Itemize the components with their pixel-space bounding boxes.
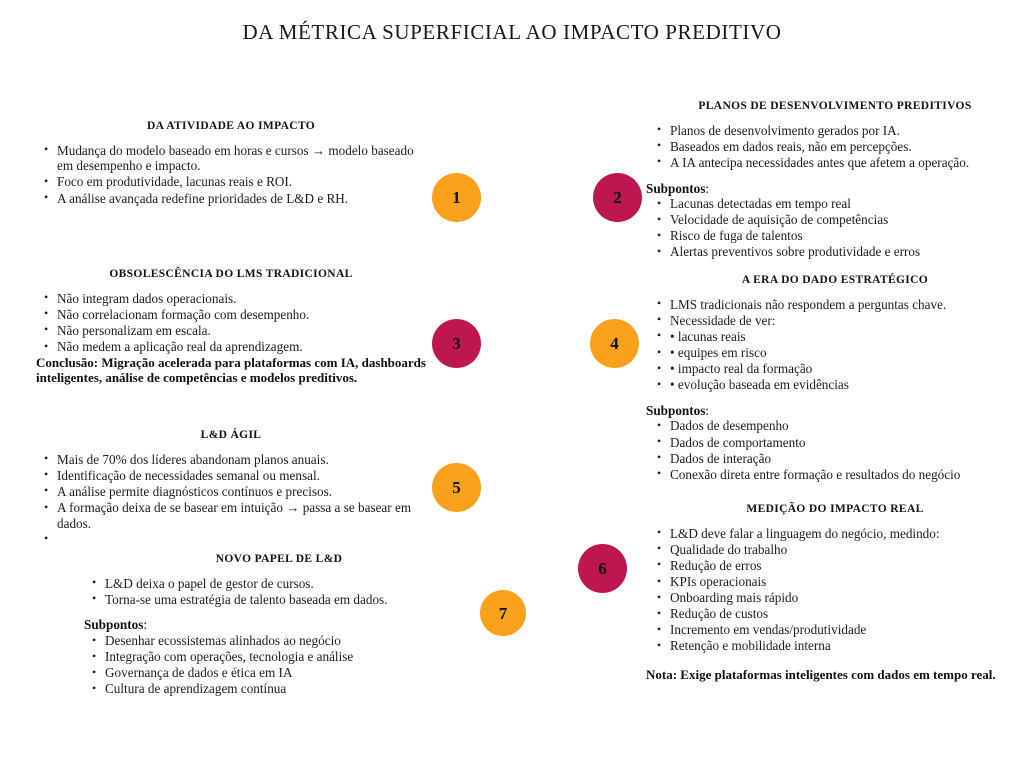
list-item: • Redução de erros [646, 558, 1024, 574]
section-block-2 [646, 100, 1024, 261]
list-item: • Não personalizam em escala. [36, 323, 426, 339]
list-item: • Redução de custos [646, 606, 1024, 622]
list-item: • Planos de desenvolvimento gerados por IA. [646, 123, 1024, 139]
subpoints-label-bold: Subpontos [646, 180, 706, 196]
subpoints-label-colon: : [705, 402, 710, 418]
list-item: • Qualidade do trabalho [646, 542, 1024, 558]
list-item: • Conexão direta entre formação e resultados do negócio [646, 467, 1024, 483]
section-bullet-list [646, 123, 1024, 171]
list-item: • A IA antecipa necessidades antes que afetem a operação. [646, 155, 1024, 171]
subpoints-label-bold: Subpontos [646, 402, 706, 418]
section-bullet-list [36, 291, 426, 355]
list-item: • Onboarding mais rápido [646, 590, 1024, 606]
list-item: • LMS tradicionais não respondem a perguntas chave. [646, 297, 1024, 313]
step-number-badge-2: 2 [593, 173, 642, 222]
list-item: • Incremento em vendas/produtividade [646, 622, 1024, 638]
section-subbullet-list [84, 633, 474, 697]
list-item: • L&D deve falar a linguagem do negócio, medindo: [646, 526, 1024, 542]
list-item: • Dados de comportamento [646, 435, 1024, 451]
list-item: • • equipes em risco [646, 345, 1024, 361]
step-number-badge-6: 6 [578, 544, 627, 593]
section-subbullet-list [646, 418, 1024, 482]
section-bullet-list [84, 576, 474, 608]
step-number-badge-1: 1 [432, 173, 481, 222]
list-item: • Identificação de necessidades semanal ou mensal. [36, 468, 426, 484]
subpoints-label-bold: Subpontos [84, 617, 144, 633]
step-number-badge-5: 5 [432, 463, 481, 512]
section-bullet-list [646, 297, 1024, 393]
list-item: • Dados de desempenho [646, 418, 1024, 434]
subpoints-label [646, 403, 1024, 419]
list-item: • • evolução baseada em evidências [646, 377, 1024, 393]
step-number-badge-4: 4 [590, 319, 639, 368]
list-item: • Risco de fuga de talentos [646, 228, 1024, 244]
section-heading: L&D ÁGIL [200, 429, 262, 441]
conclusion-text: Conclusão: Migração acelerada para plataformas com IA, dashboards inteligentes, análise de competências e modelos preditivos. [36, 355, 426, 386]
list-item: • Governança de dados e ética em IA [84, 665, 474, 681]
section-block-6 [646, 503, 1024, 695]
section-heading: MEDIÇÃO DO IMPACTO REAL [746, 503, 924, 515]
subpoints-label-colon: : [705, 180, 710, 196]
list-item: • Não correlacionam formação com desempenho. [36, 307, 426, 323]
page-title: DA MÉTRICA SUPERFICIAL AO IMPACTO PREDITIVO [242, 20, 782, 44]
list-item: • KPIs operacionais [646, 574, 1024, 590]
section-heading: OBSOLESCÊNCIA DO LMS TRADICIONAL [109, 268, 353, 280]
section-block-4 [646, 274, 1024, 483]
list-item: • L&D deixa o papel de gestor de cursos. [84, 576, 474, 592]
section-heading: PLANOS DE DESENVOLVIMENTO PREDITIVOS [698, 100, 972, 112]
list-item: • Retenção e mobilidade interna [646, 638, 1024, 654]
section-block-1 [36, 120, 426, 207]
list-item: • Alertas preventivos sobre produtividade e erros [646, 244, 1024, 260]
list-item: • Torna-se uma estratégia de talento baseada em dados. [84, 592, 474, 608]
list-item: • Lacunas detectadas em tempo real [646, 196, 1024, 212]
section-heading: A ERA DO DADO ESTRATÉGICO [741, 274, 929, 286]
list-item: • Não medem a aplicação real da aprendizagem. [36, 339, 426, 355]
list-item: • Desenhar ecossistemas alinhados ao negócio [84, 633, 474, 649]
list-item: • Não integram dados operacionais. [36, 291, 426, 307]
list-item: • Velocidade de aquisição de competências [646, 212, 1024, 228]
section-block-3 [36, 268, 426, 399]
list-item: • • impacto real da formação [646, 361, 1024, 377]
section-bullet-list [36, 143, 426, 206]
list-item: • Cultura de aprendizagem contínua [84, 681, 474, 697]
step-number-badge-3: 3 [432, 319, 481, 368]
list-item: • Mais de 70% dos líderes abandonam planos anuais. [36, 452, 426, 468]
list-item: • Necessidade de ver: [646, 313, 1024, 329]
section-heading: DA ATIVIDADE AO IMPACTO [146, 120, 316, 132]
list-item: • Foco em produtividade, lacunas reais e ROI. [36, 174, 426, 190]
list-item: • A formação deixa de se basear em intuição → passa a se basear em dados. [36, 500, 426, 531]
step-number-badge-7: 7 [480, 590, 526, 636]
section-subbullet-list [646, 196, 1024, 260]
section-block-7 [84, 553, 474, 697]
list-item: • Dados de interação [646, 451, 1024, 467]
list-item: • A análise permite diagnósticos contínuos e precisos. [36, 484, 426, 500]
list-item: • Integração com operações, tecnologia e análise [84, 649, 474, 665]
section-bullet-list [646, 526, 1024, 654]
subpoints-label [84, 617, 474, 633]
section-heading: NOVO PAPEL DE L&D [215, 553, 343, 565]
list-item: • Mudança do modelo baseado em horas e cursos → modelo baseado em desempenho e impacto. [36, 143, 426, 174]
list-item: • Baseados em dados reais, não em percepções. [646, 139, 1024, 155]
list-item: • • lacunas reais [646, 329, 1024, 345]
subpoints-label [646, 181, 1024, 197]
section-bullet-list [36, 452, 426, 548]
subpoints-label-colon: : [143, 617, 148, 633]
list-item: • A análise avançada redefine prioridades de L&D e RH. [36, 191, 426, 207]
note-text: Nota: Exige plataformas inteligentes com dados em tempo real. [646, 667, 996, 683]
section-block-5 [36, 429, 426, 548]
list-item-empty [36, 532, 426, 548]
